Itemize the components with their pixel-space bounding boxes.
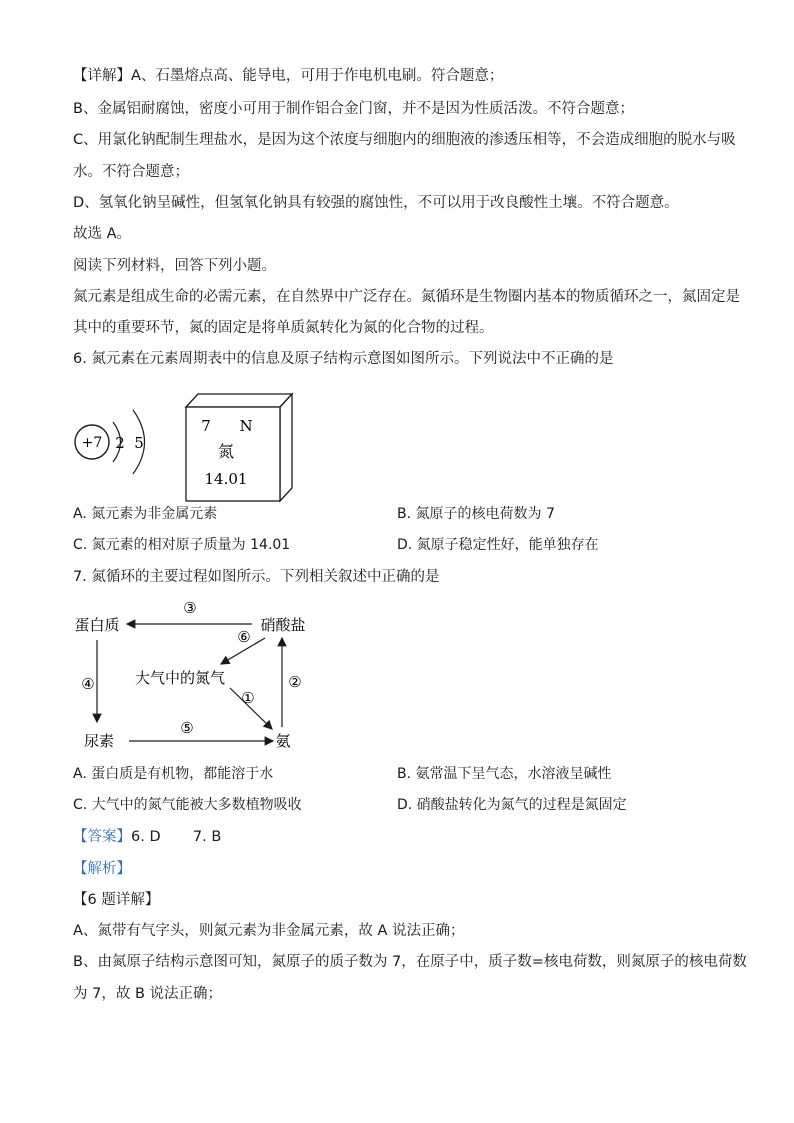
detail-a-text: A、石墨熔点高、能导电，可用于作电机电刷。符合题意； xyxy=(131,68,504,84)
answer-tag: 【答案】 xyxy=(73,829,131,845)
node-nitrate: 硝酸盐 xyxy=(260,616,306,634)
line-c1: C、用氯化钠配制生理盐水，是因为这个浓度与细胞内的细胞液的渗透压相等，不会造成细胞的脱水与吸 xyxy=(73,132,736,148)
q6-option-d: D. 氮原子稳定性好，能单独存在 xyxy=(397,537,599,553)
node-ammonia: 氨 xyxy=(275,732,291,750)
step-1-label: ① xyxy=(241,689,255,707)
detail-tag: 【详解】 xyxy=(73,68,131,84)
q6-explanation-b1: B、由氮原子结构示意图可知，氮原子的质子数为 7，在原子中，质子数=核电荷数，则氮原子的核电荷数 xyxy=(73,954,747,970)
atomic-mass: 14.01 xyxy=(204,470,248,488)
card-side-face xyxy=(280,394,292,501)
question-7: 7. 氮循环的主要过程如图所示。下列相关叙述中正确的是 xyxy=(73,569,440,585)
answer-text: 6. D 7. B xyxy=(131,829,222,845)
element-name: 氮 xyxy=(217,442,235,461)
nucleus-charge: +7 xyxy=(81,435,103,451)
line-d: D、氢氧化钠呈碱性，但氢氧化钠具有较强的腐蚀性，不可以用于改良酸性土壤。不符合题意。 xyxy=(73,195,679,211)
analysis-tag: 【解析】 xyxy=(73,861,131,877)
line-b: B、金属铝耐腐蚀，密度小可用于制作铝合金门窗，并不是因为性质活泼。不符合题意； xyxy=(73,101,634,117)
q7-option-a: A. 蛋白质是有机物，都能溶于水 xyxy=(73,766,274,782)
step-4-label: ④ xyxy=(81,675,95,693)
answer-line xyxy=(73,828,221,846)
step-3-label: ③ xyxy=(183,599,197,617)
q6-option-b: B. 氮原子的核电荷数为 7 xyxy=(397,506,555,522)
step-6-label: ⑥ xyxy=(237,628,251,646)
material-para-2: 其中的重要环节，氮的固定是将单质氮转化为氮的化合物的过程。 xyxy=(73,320,494,336)
q7-option-c: C. 大气中的氮气能被大多数植物吸收 xyxy=(73,797,302,813)
node-urea: 尿素 xyxy=(83,732,115,750)
q6-explanation-a: A、氮带有气字头，则氮元素为非金属元素，故 A 说法正确； xyxy=(73,923,465,939)
node-protein: 蛋白质 xyxy=(74,616,120,634)
element-card xyxy=(186,394,292,501)
node-atmospheric-nitrogen: 大气中的氮气 xyxy=(134,669,226,687)
detail-a-line xyxy=(73,67,503,85)
shell-2-electrons: 5 xyxy=(134,434,144,452)
material-para-1: 氮元素是组成生命的必需元素，在自然界中广泛存在。氮循环是生物圈内基本的物质循环之一，氮固定是 xyxy=(73,289,740,305)
q7-option-d: D. 硝酸盐转化为氮气的过程是氮固定 xyxy=(397,797,627,813)
step-2-label: ② xyxy=(288,673,302,691)
atomic-number: 7 xyxy=(201,417,211,435)
q6-option-a: A. 氮元素为非金属元素 xyxy=(73,506,218,522)
q6-option-c: C. 氮元素的相对原子质量为 14.01 xyxy=(73,537,291,553)
line-c2: 水。不符合题意； xyxy=(73,164,189,180)
step-5-label: ⑤ xyxy=(180,719,194,737)
shell-1-electrons: 2 xyxy=(115,434,125,452)
q7-option-b: B. 氨常温下呈气态，水溶液呈碱性 xyxy=(397,766,612,782)
nitrogen-cycle-diagram xyxy=(65,592,335,757)
question-6: 6. 氮元素在元素周期表中的信息及原子结构示意图如图所示。下列说法中不正确的是 xyxy=(73,351,614,367)
card-top-face xyxy=(186,394,292,407)
atom-structure-diagram xyxy=(75,410,145,474)
q6-figure xyxy=(70,380,310,510)
q6-detail-heading: 【6 题详解】 xyxy=(73,892,160,908)
q6-explanation-b2: 为 7，故 B 说法正确； xyxy=(73,986,222,1002)
line-read: 阅读下列材料，回答下列小题。 xyxy=(73,258,276,274)
element-symbol: N xyxy=(239,417,253,435)
line-choose: 故选 A。 xyxy=(73,226,132,242)
